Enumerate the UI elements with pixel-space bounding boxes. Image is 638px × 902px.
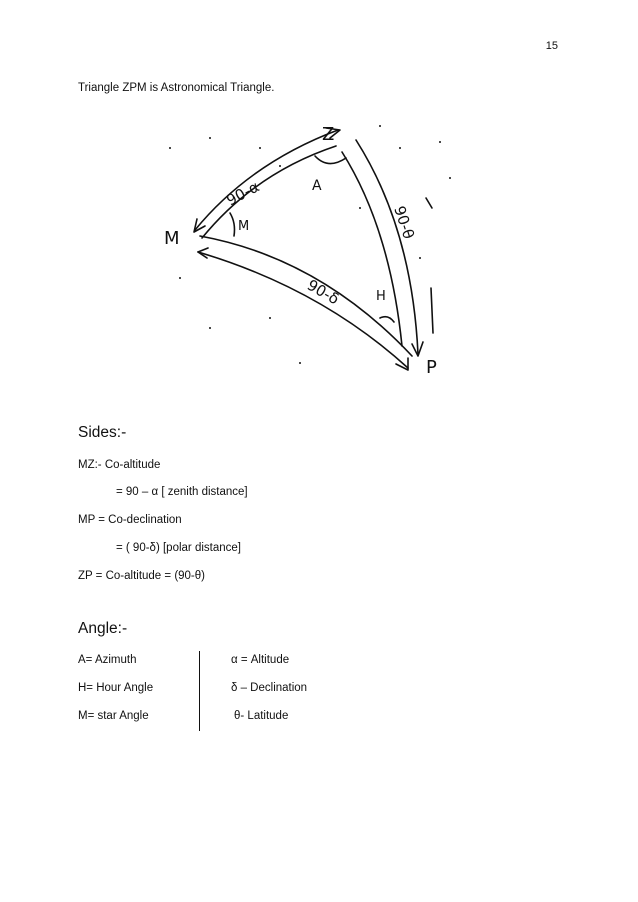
side-zp-inner — [342, 152, 402, 346]
column-divider — [199, 651, 200, 731]
angles-heading: Angle:- — [78, 620, 128, 637]
speckle-dots — [169, 125, 451, 364]
side-zp-label: 90-θ — [390, 203, 418, 242]
angle-left-item: A= Azimuth — [78, 654, 137, 666]
angle-m-label: M — [238, 219, 250, 234]
angle-h-arc — [380, 317, 394, 322]
sides-line: ZP = Co-altitude = (90-θ) — [78, 570, 205, 582]
tick-mark — [426, 198, 432, 208]
vertex-z-label: Z — [322, 124, 335, 145]
triangle-sketch — [150, 118, 470, 398]
angle-right-item: α = Altitude — [231, 654, 290, 666]
side-zp-outer — [356, 140, 418, 354]
sides-heading: Sides:- — [78, 424, 127, 441]
sides-line: MP = Co-declination — [78, 514, 182, 526]
sides-line: MZ:- Co-altitude — [78, 459, 161, 471]
sides-line: = ( 90-δ) [polar distance] — [116, 542, 241, 554]
angle-right-item: δ – Declination — [231, 682, 308, 694]
side-mp-label: 90-δ — [304, 275, 343, 309]
vertex-m-label: M — [164, 228, 180, 249]
sides-line: = 90 – α [ zenith distance] — [116, 486, 248, 498]
guide-line — [431, 288, 433, 333]
intro-text: Triangle ZPM is Astronomical Triangle. — [78, 82, 275, 94]
angle-right-item: θ- Latitude — [234, 710, 289, 722]
vertex-p-label: P — [426, 357, 437, 378]
side-mp-outer — [198, 252, 408, 368]
angle-m-arc — [230, 213, 235, 236]
angle-left-item: M= star Angle — [78, 710, 149, 722]
angle-a-arc — [315, 156, 346, 164]
astronomical-triangle-figure — [150, 118, 470, 398]
angle-a-label: A — [312, 178, 322, 194]
side-mz-label: 90-α — [223, 177, 263, 210]
angle-left-item: H= Hour Angle — [78, 682, 154, 694]
page-number: 15 — [545, 40, 558, 52]
angle-h-label: H — [376, 289, 386, 304]
